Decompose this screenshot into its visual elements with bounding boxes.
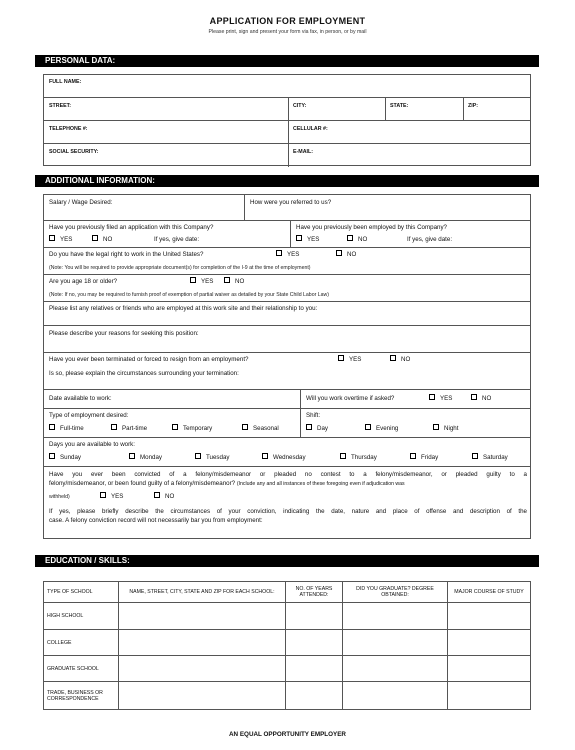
employment-type-cell — [44, 409, 300, 437]
overtime-cell — [300, 390, 532, 408]
checkbox-icon — [390, 355, 396, 361]
checkbox-icon — [111, 424, 117, 430]
education-years-cell[interactable] — [286, 603, 343, 630]
prev-applied-date-label: If yes, give date: — [154, 236, 200, 243]
felony-question — [49, 470, 527, 489]
education-degree-cell[interactable] — [343, 603, 448, 630]
relatives-field[interactable] — [44, 302, 532, 325]
referred-field[interactable] — [244, 195, 532, 220]
education-major-cell[interactable] — [448, 603, 531, 630]
education-type-label: TRADE, BUSINESS OR CORRESPONDENCE — [44, 682, 119, 710]
checkbox-icon — [224, 277, 230, 283]
legal-right-question: Do you have the legal right to work in the United States? — [49, 251, 204, 258]
day-option-tuesday[interactable]: Tuesday — [195, 454, 230, 461]
additional-info-box — [43, 194, 531, 539]
days-available-label: Days you are available to work: — [49, 441, 135, 448]
felony-yes[interactable]: YES — [100, 493, 123, 500]
legal-right-note: (Note: You will be required to provide appropriate document(s) for completion of the I-9 at the time of employment) — [49, 265, 311, 271]
terminated-yes[interactable]: YES — [338, 356, 361, 363]
education-years-cell[interactable] — [286, 656, 343, 682]
education-header-name: NAME, STREET, CITY, STATE AND ZIP FOR EACH SCHOOL: — [119, 582, 286, 603]
education-type-label: COLLEGE — [44, 630, 119, 656]
legal-right-no[interactable]: NO — [336, 251, 356, 258]
felony-explain[interactable] — [49, 507, 527, 525]
prev-applied-no[interactable]: NO — [92, 236, 112, 243]
education-degree-cell[interactable] — [343, 682, 448, 710]
checkbox-icon — [49, 453, 55, 459]
street-field[interactable] — [44, 98, 288, 120]
days-available-cell — [44, 438, 532, 466]
form-subtitle: Please print, sign and present your form via fax, in person, or by mail — [208, 29, 367, 35]
salary-field[interactable] — [44, 195, 244, 220]
day-option-friday[interactable]: Friday — [410, 454, 438, 461]
education-type-label: GRADUATE SCHOOL — [44, 656, 119, 682]
social-security-field[interactable] — [44, 144, 288, 167]
checkbox-icon — [365, 424, 371, 430]
evening-shift-option[interactable]: Evening — [365, 425, 398, 432]
temporary-option[interactable]: Temporary — [172, 425, 212, 432]
checkbox-icon — [471, 394, 477, 400]
education-row-trade — [44, 682, 531, 710]
education-header-degree: DID YOU GRADUATE? DEGREE OBTAINED: — [343, 582, 448, 603]
night-shift-option[interactable]: Night — [433, 425, 458, 432]
city-label: CITY: — [293, 103, 307, 109]
prev-employed-date-label: If yes, give date: — [407, 236, 453, 243]
overtime-question: Will you work overtime if asked? — [306, 395, 395, 402]
prev-employed-cell — [290, 221, 532, 247]
street-label: STREET: — [49, 103, 72, 109]
terminated-cell — [44, 353, 532, 389]
reasons-field[interactable] — [44, 326, 532, 352]
education-name-cell[interactable] — [119, 603, 286, 630]
salary-label: Salary / Wage Desired: — [49, 199, 113, 206]
education-major-cell[interactable] — [448, 656, 531, 682]
education-name-cell[interactable] — [119, 682, 286, 710]
overtime-yes[interactable]: YES — [429, 395, 452, 402]
checkbox-icon — [433, 424, 439, 430]
day-option-sunday[interactable]: Sunday — [49, 454, 81, 461]
overtime-no[interactable]: NO — [471, 395, 491, 402]
reasons-label: Please describe your reasons for seeking this position: — [49, 330, 199, 337]
education-row-college — [44, 630, 531, 656]
checkbox-icon — [242, 424, 248, 430]
state-field[interactable] — [385, 98, 463, 120]
education-years-cell[interactable] — [286, 682, 343, 710]
checkbox-icon — [154, 492, 160, 498]
telephone-field[interactable] — [44, 121, 288, 143]
prev-employed-no[interactable]: NO — [347, 236, 367, 243]
checkbox-icon — [190, 277, 196, 283]
section-header-personal: PERSONAL DATA: — [35, 55, 539, 67]
section-header-education: EDUCATION / SKILLS: — [35, 555, 539, 567]
checkbox-icon — [338, 355, 344, 361]
age-question: Are you age 18 or older? — [49, 278, 118, 285]
felony-question-line1: Have you ever been convicted of a felony/misdemeanor or pleaded no contest to a felony/misdemeanor, or pleaded guilty to a — [49, 471, 527, 478]
checkbox-icon — [172, 424, 178, 430]
form-title: APPLICATION FOR EMPLOYMENT — [209, 16, 366, 26]
felony-question-line2: felony/misdemeanor, or been found guilty of a felony/misdemeanor? (Include any and all instances of these foregoing even if adjudication was — [49, 480, 405, 487]
education-header-type: TYPE OF SCHOOL — [44, 582, 119, 603]
checkbox-icon — [296, 235, 302, 241]
day-option-monday[interactable]: Monday — [129, 454, 162, 461]
age-no[interactable]: NO — [224, 278, 244, 285]
felony-explain-line2: case. A felony conviction record will not necessarily bar you from employment: — [49, 517, 263, 524]
felony-explain-line1: If yes, please briefly describe the circumstances of your conviction, indicating the date, nature and place of offense and description of the — [49, 508, 527, 515]
checkbox-icon — [410, 453, 416, 459]
checkbox-icon — [340, 453, 346, 459]
employment-type-label: Type of employment desired: — [49, 412, 129, 419]
prev-applied-question: Have you previously filed an application with this Company? — [49, 224, 214, 231]
checkbox-icon — [429, 394, 435, 400]
prev-employed-yes[interactable]: YES — [296, 236, 319, 243]
education-table — [43, 581, 531, 710]
terminated-question: Have you ever been terminated or forced to resign from an employment? — [49, 356, 249, 363]
checkbox-icon — [49, 235, 55, 241]
age-yes[interactable]: YES — [190, 278, 213, 285]
email-label: E-MAIL: — [293, 149, 314, 155]
shift-label: Shift: — [306, 412, 321, 419]
education-years-cell[interactable] — [286, 630, 343, 656]
zip-label: ZIP: — [468, 103, 479, 109]
legal-right-yes[interactable]: YES — [276, 251, 299, 258]
relatives-label: Please list any relatives or friends who are employed at this work site and their relationship to you: — [49, 305, 318, 312]
education-major-cell[interactable] — [448, 682, 531, 710]
education-name-cell[interactable] — [119, 630, 286, 656]
checkbox-icon — [276, 250, 282, 256]
seasonal-option[interactable]: Seasonal — [242, 425, 279, 432]
felony-no[interactable]: NO — [154, 493, 174, 500]
equal-opportunity-footer: AN EQUAL OPPORTUNITY EMPLOYER — [229, 731, 346, 738]
education-degree-cell[interactable] — [343, 656, 448, 682]
section-header-additional: ADDITIONAL INFORMATION: — [35, 175, 539, 187]
education-header-row — [44, 582, 531, 603]
checkbox-icon — [49, 424, 55, 430]
cellular-label: CELLULAR #: — [293, 126, 328, 132]
day-shift-option[interactable]: Day — [306, 425, 328, 432]
part-time-option[interactable]: Part-time — [111, 425, 147, 432]
shift-cell — [300, 409, 532, 437]
checkbox-icon — [195, 453, 201, 459]
education-name-cell[interactable] — [119, 656, 286, 682]
day-option-thursday[interactable]: Thursday — [340, 454, 377, 461]
age-cell — [44, 275, 532, 301]
checkbox-icon — [129, 453, 135, 459]
checkbox-icon — [472, 453, 478, 459]
checkbox-icon — [347, 235, 353, 241]
legal-right-cell — [44, 248, 532, 274]
terminated-no[interactable]: NO — [390, 356, 410, 363]
checkbox-icon — [100, 492, 106, 498]
checkbox-icon — [262, 453, 268, 459]
checkbox-icon — [92, 235, 98, 241]
education-row-high-school — [44, 603, 531, 630]
prev-employed-question: Have you previously been employed by this Company? — [296, 224, 447, 231]
prev-applied-yes[interactable]: YES — [49, 236, 72, 243]
felony-note-b: withheld) — [49, 494, 70, 500]
zip-field[interactable] — [463, 98, 532, 120]
felony-cell — [44, 467, 532, 540]
day-option-wednesday[interactable]: Wednesday — [262, 454, 306, 461]
social-security-label: SOCIAL SECURITY: — [49, 149, 99, 155]
education-type-label: HIGH SCHOOL — [44, 603, 119, 630]
education-row-graduate-school — [44, 656, 531, 682]
state-label: STATE: — [390, 103, 409, 109]
telephone-label: TELEPHONE #: — [49, 126, 88, 132]
felony-note-a: (Include any and all instances of these foregoing even if adjudication was — [236, 481, 405, 487]
education-header-years: NO. OF YEARS ATTENDED: — [286, 582, 343, 603]
prev-applied-cell — [44, 221, 290, 247]
referred-label: How were you referred to us? — [250, 199, 332, 206]
education-degree-cell[interactable] — [343, 630, 448, 656]
age-note: (Note: If no, you may be required to furnish proof of exemption of partial waiver as detailed by your State Child Labor Law) — [49, 292, 329, 298]
full-name-label: FULL NAME: — [49, 79, 82, 85]
city-field[interactable] — [288, 98, 385, 120]
date-available-label: Date available to work: — [49, 395, 112, 402]
full-name-field[interactable] — [44, 75, 532, 97]
day-option-saturday[interactable]: Saturday — [472, 454, 508, 461]
education-header-major: MAJOR COURSE OF STUDY — [448, 582, 531, 603]
checkbox-icon — [306, 424, 312, 430]
email-field[interactable] — [288, 144, 532, 167]
date-available-field[interactable] — [44, 390, 300, 408]
terminated-explain-label: Is so, please explain the circumstances surrounding your termination: — [49, 370, 239, 377]
personal-data-box — [43, 74, 531, 166]
full-time-option[interactable]: Full-time — [49, 425, 84, 432]
checkbox-icon — [336, 250, 342, 256]
education-major-cell[interactable] — [448, 630, 531, 656]
cellular-field[interactable] — [288, 121, 532, 143]
